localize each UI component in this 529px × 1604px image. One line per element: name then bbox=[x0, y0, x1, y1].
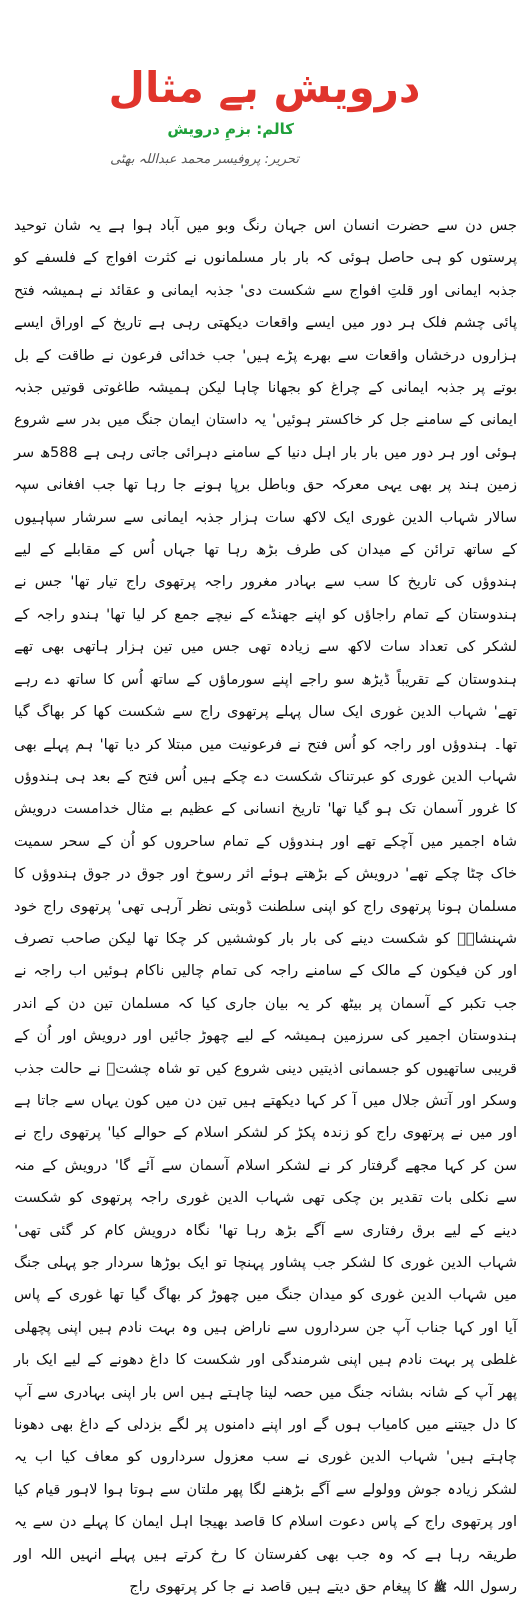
author-line bbox=[110, 150, 299, 170]
column-line bbox=[167, 118, 294, 140]
article-paragraph-ending: کا پیغام حق دیتے ہیں قاصد نے جا کر پرتھوی راج bbox=[129, 1579, 428, 1596]
byline bbox=[0, 118, 529, 178]
author-label: تحریر: bbox=[264, 152, 299, 167]
salutation-symbol: ﷺ bbox=[433, 1581, 447, 1595]
column-label: کالم: bbox=[256, 120, 294, 138]
column-name: بزمِ درویش bbox=[167, 120, 252, 138]
article-body bbox=[14, 210, 517, 1604]
article-title: درویش بے مثال bbox=[108, 63, 421, 113]
article-paragraph-text: جس دن سے حضرت انسان اس جہان رنگ وبو میں آباد ہوا ہے یہ شان توحید پرستوں کو ہی حاصل ہوئی کہ بار بار مسلمانوں نے کثرت افواج کے فلسفے کو جذبہ ایمانی اور قلتِ افواج سے شکست دی' جذبہ ایمانی و عقائد نے ہمیشہ فتح پائی چشم فلک ہر دور میں ایسے واقعات دیکھتی رہی ہے تاریخ کے اوراق ایسے ہزاروں درخشاں واقعات سے بھرے پڑے ہیں' جب خدائی فرعون نے طاقت کے بل بوتے پر جذبہ ایمانی کے چراغ کو بجھانا چاہا لیکن ہمیشہ طاغوتی قوتیں جذبہ ایمانی کے سامنے جل کر خاکستر ہوئیں' یہ داستان ایمان جنگ میں بدر سے شروع ہوئی اور ہر دور میں بار بار اہل دنیا کے سامنے دہرائی جاتی رہی ہے 588ھ سر زمین ہند پر بھی یہی معرکہ حق وباطل برپا ہونے جا رہا تھا جب افغانی سپہ سالار شہاب الدین غوری ایک لاکھ سات ہزار جذبہ ایمانی سے سرشار سپاہیوں کے ساتھ ترائن کے میدان کی طرف بڑھ رہا تھا جہاں اُس کے مقابلے کے لیے ہندوؤں کی تاریخ کا سب سے بہادر مغرور راجہ پرتھوی راج تیار تھا' جس نے ہندوستان کے تمام راجاؤں کو اپنے جھنڈے کے نیچے جمع کر لیا تھا' ہندو راجہ کے لشکر کی تعداد سات لاکھ سے زیادہ تھی جس میں تین ہزار ہاتھی بھی تھے ہندوستان کے تقریباً ڈیڑھ سو راجے اپنے سورماؤں کے ساتھ اُس کا ساتھ دے رہے تھے' شہاب الدین غوری ایک سال پہلے پرتھوی راج سے شکست کھا کر بھاگ گیا تھا۔ ہندوؤں اور راجہ کو اُس فتح نے فرعونیت میں مبتلا کر دیا تھا' ہم پہلے بھی شہاب الدین غوری کو عبرتناک شکست دے چکے ہیں اُس فتح کے بعد ہی ہندوؤں کا غرور آسمان تک ہو گیا تھا' تاریخ انسانی کے عظیم بے مثال خدامست درویش شاہ اجمیر میں آچکے تھے اور ہندوؤں کے تمام ساحروں کو اُن کے سحر سمیت خاک چٹا چکے تھے' درویش کے بڑھتے ہوئے اثر رسوخ اور جوق در جوق ہندوؤں کا مسلمان ہونا پرتھوی راج کو اپنی سلطنت ڈوبتی نظر آرہی تھی' پرتھوی راج خود شہنشاہؒ کو شکست دینے کی بار بار کوششیں کر چکا تھا لیکن صاحب تصرف اور کن فیکون کے مالک کے سامنے راجہ کی تمام چالیں ناکام ہوئیں اب راجہ نے جب تکبر کے آسمان پر بیٹھ کر یہ بیان جاری کیا کہ مسلمان تین دن کے اندر ہندوستان اجمیر کی سرزمین ہمیشہ کے لیے چھوڑ جائیں اور درویش اور اُن کے قریبی ساتھیوں کو جسمانی اذیتیں دینی شروع کیں تو شاہ چشتؒ نے حالت جذب وسکر اور آتش جلال میں آ کر کہا دیکھتے ہیں تین دن میں کون یہاں سے جاتا ہے اور میں نے پرتھوی راج کو زندہ پکڑ کر لشکر اسلام کے حوالے کیا' پرتھوی راج نے سن کر کہا مجھے گرفتار کر نے لشکر اسلام آسمان سے آئے گا' درویش کے منہ سے نکلی بات تقدیر بن چکی تھی شہاب الدین غوری راجہ پرتھوی کو شکست دینے کے لیے برق رفتاری سے آگے بڑھ رہا تھا' نگاہ درویش کام کر گئی تھی' شہاب الدین غوری کا لشکر جب پشاور پہنچا تو ایک بوڑھا سردار جو پہلی جنگ میں شہاب الدین غوری کو میدان جنگ میں چھوڑ کر بھاگ گیا تھا غوری کے پاس آیا اور کہا جناب آپ جن سرداروں سے ناراض ہیں وہ بہت نادم ہیں اپنی پچھلی غلطی پر بہت نادم ہیں اپنی شرمندگی اور شکست کا داغ دھونے کے لیے ایک بار پھر آپ کے شانہ بشانہ جنگ میں حصہ لینا چاہتے ہیں اس بار اپنی بہادری سے آپ کا دل جیتنے میں کامیاب ہوں گے اور اپنے دامنوں پر لگے بزدلی کے داغ بھی دھونا چاہتے ہیں' شہاب الدین غوری نے سب معزول سرداروں کو معاف کیا اب یہ لشکر زیادہ جوش وولولے سے آگے بڑھنے لگا پھر ملتان سے ہوتا ہوا لاہور قیام کیا اور پرتھوی راج کے پاس دعوت اسلام کا قاصد بھیجا اہل ایمان کا پہلے دن سے یہ طریقہ رہا ہے کہ وہ جب بھی کفرستان کا رخ کرتے ہیں پہلے انہیں اللہ اور رسول اللہ bbox=[14, 218, 517, 1596]
article-paragraph bbox=[14, 210, 517, 1604]
author-name: پروفیسر محمد عبداللہ بھٹی bbox=[110, 152, 261, 167]
